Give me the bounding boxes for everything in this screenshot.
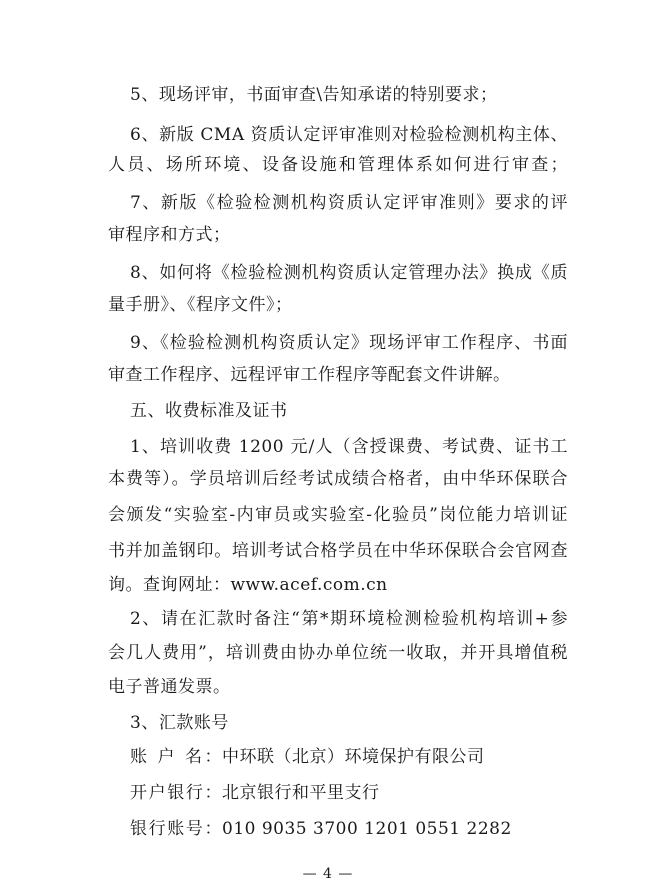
fee-1-line-2: 本费等）。学员培训后经考试成绩合格者，由中华环保联合 [108, 469, 568, 489]
account-number-label: 银行账号： [130, 819, 222, 839]
fee-2-line-1: 2、请在汇款时备注“第*期环境检测检验机构培训+参 [130, 609, 568, 629]
item-9-line-2: 审查工作程序、远程评审工作程序等配套文件讲解。 [108, 365, 511, 385]
section-heading-fees: 五、收费标准及证书 [130, 401, 288, 421]
item-8-line-1: 8、如何将《检验检测机构资质认定管理办法》换成《质 [130, 263, 568, 283]
item-7-line-2: 审程序和方式； [108, 225, 231, 245]
account-number-value: 010 9035 3700 1201 0551 2282 [222, 819, 512, 839]
account-bank-row [130, 782, 380, 804]
fee-1-line-4: 书并加盖钢印。培训考试合格学员在中华环保联合会官网查 [108, 541, 568, 561]
fee-1-line-5: 询。查询网址：www.acef.com.cn [108, 575, 388, 595]
account-name-row [130, 746, 485, 768]
account-number-row [130, 818, 512, 840]
fee-3-heading: 3、汇款账号 [130, 713, 229, 733]
account-bank-value: 北京银行和平里支行 [222, 783, 380, 803]
item-6-line-2: 人员、场所环境、设备设施和管理体系如何进行审查； [108, 155, 568, 175]
account-name-value: 中环联（北京）环境保护有限公司 [222, 747, 485, 767]
page-number: — 4 — [302, 866, 354, 882]
fee-1-line-1: 1、培训收费 1200 元/人（含授课费、考试费、证书工 [130, 437, 568, 457]
item-9-line-1: 9、《检验检测机构资质认定》现场评审工作程序、书面 [130, 333, 568, 353]
item-7-line-1: 7、新版《检验检测机构资质认定评审准则》要求的评 [130, 193, 568, 213]
account-bank-label: 开户银行： [130, 783, 222, 803]
fee-2-line-3: 电子普通发票。 [108, 677, 231, 697]
fee-2-line-2: 会几人费用”，培训费由协办单位统一收取，并开具增值税 [108, 643, 568, 663]
item-5: 5、现场评审，书面审查\告知承诺的特别要求； [130, 85, 498, 105]
item-6-line-1: 6、新版 CMA 资质认定评审准则对检验检测机构主体、 [130, 125, 568, 145]
fee-1-line-3: 会颁发“实验室-内审员或实验室-化验员”岗位能力培训证 [108, 505, 568, 525]
item-8-line-2: 量手册》、《程序文件》； [108, 295, 293, 315]
account-name-label: 账 户 名： [130, 747, 222, 767]
